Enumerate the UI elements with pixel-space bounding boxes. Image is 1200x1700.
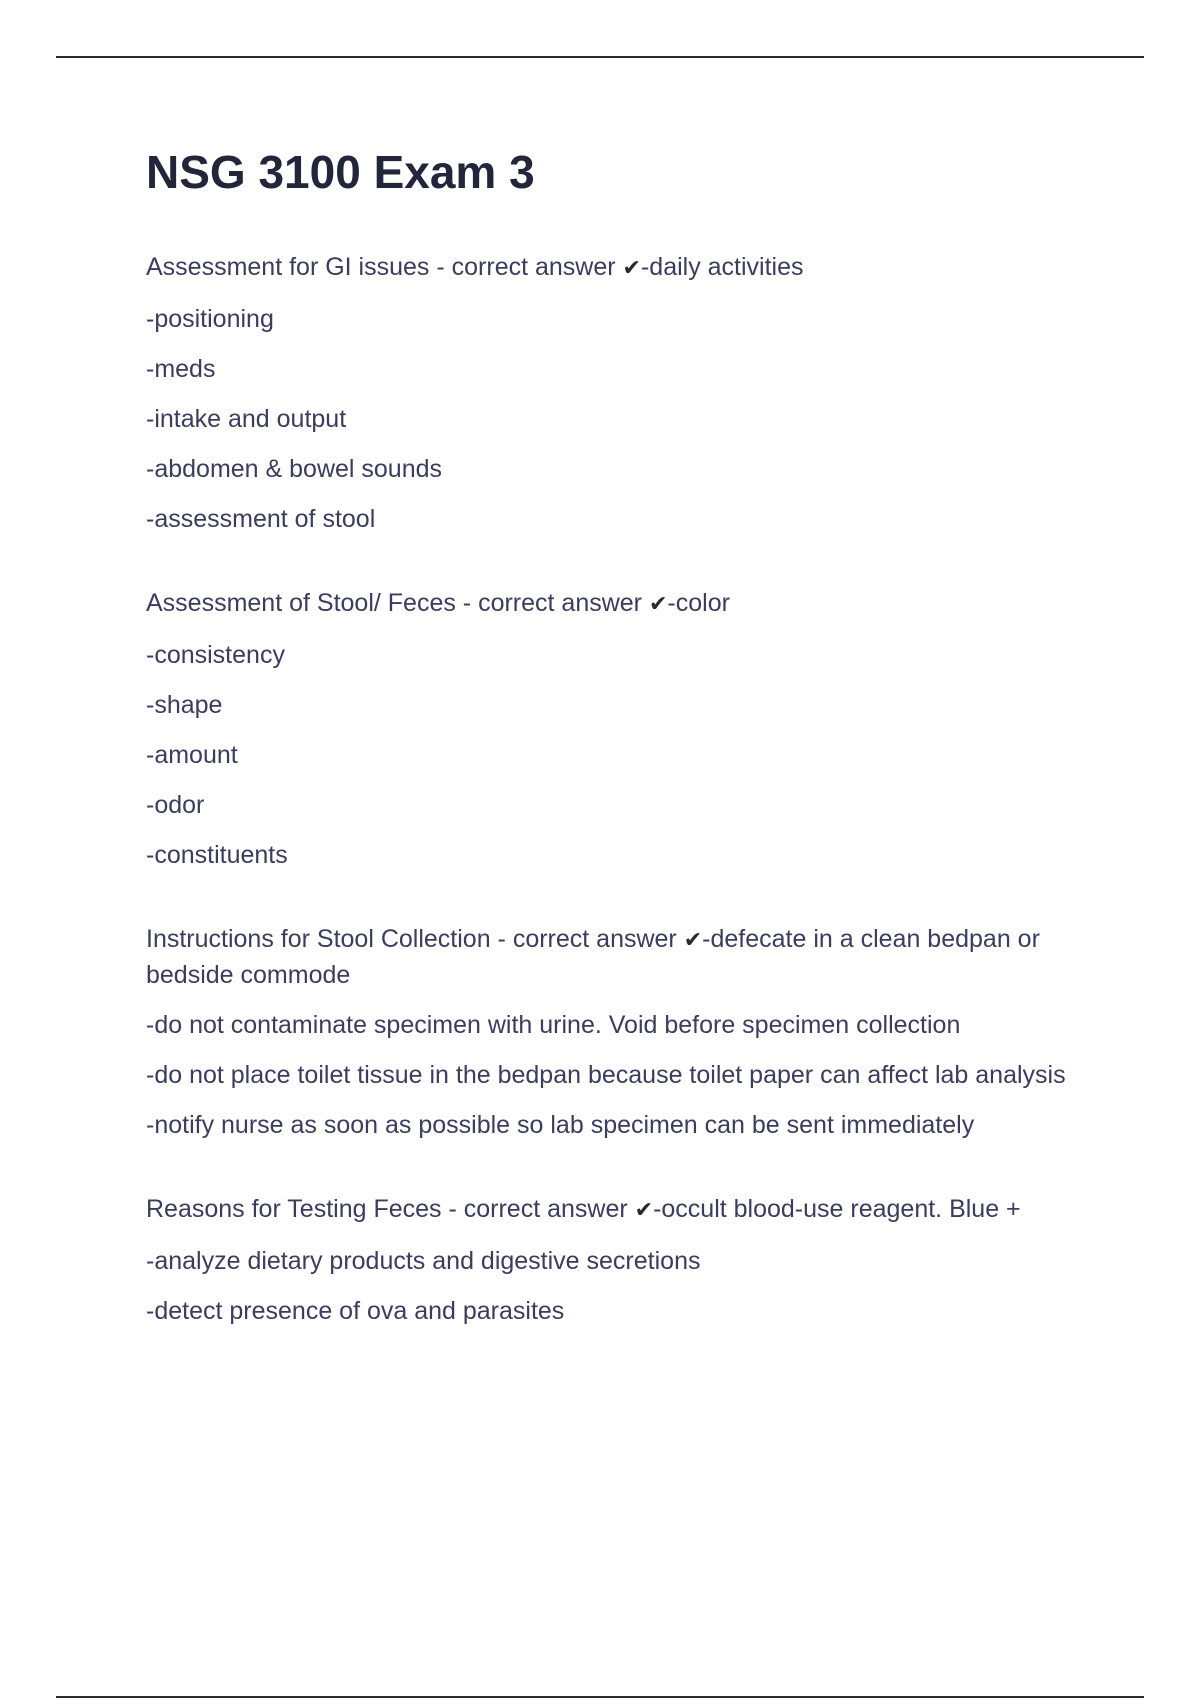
document-body [146, 144, 1076, 1378]
answer-text: -daily activities [640, 253, 804, 281]
qa-question-line [146, 250, 1076, 286]
answer-line: -amount [146, 741, 238, 769]
checkmark-icon: ✔ [634, 1198, 654, 1223]
answer-line: -constituents [146, 841, 288, 869]
checkmark-icon: ✔ [622, 256, 641, 281]
qa-item [146, 250, 1076, 536]
answer-text: -color [667, 589, 730, 617]
answer-line: -assessment of stool [146, 505, 376, 533]
qa-question-line [146, 922, 1076, 992]
checkmark-icon: ✔ [648, 592, 668, 617]
answer-line: -abdomen & bowel sounds [146, 455, 443, 483]
answer-text: -occult blood-use reagent. Blue + [653, 1195, 1021, 1223]
answer-line: -do not place toilet tissue in the bedpan because toilet paper can affect lab analysis [146, 1061, 1066, 1089]
answer-line: -do not contaminate specimen with urine. Void before specimen collection [146, 1011, 961, 1039]
qa-question-line [146, 586, 1076, 622]
question-text: Assessment of Stool/ Feces - correct answer [146, 589, 649, 617]
qa-item [146, 586, 1076, 872]
question-text: Assessment for GI issues - correct answer [146, 253, 623, 281]
answer-line: -consistency [146, 641, 285, 669]
answer-line: -notify nurse as soon as possible so lab specimen can be sent immediately [146, 1111, 975, 1139]
qa-item [146, 922, 1076, 1142]
answer-line: -shape [146, 691, 223, 719]
qa-question-line [146, 1192, 1076, 1228]
answer-line: -meds [146, 355, 216, 383]
answer-line: -detect presence of ova and parasites [146, 1297, 565, 1325]
answer-text: -defecate in a clean bedpan or bedside commode [146, 925, 1040, 989]
answer-line: -odor [146, 791, 205, 819]
qa-item [146, 1192, 1076, 1328]
question-text: Reasons for Testing Feces - correct answer [146, 1195, 635, 1223]
checkmark-icon: ✔ [683, 928, 703, 953]
answer-line: -positioning [146, 305, 274, 333]
top-rule [56, 56, 1144, 58]
answer-line: -intake and output [146, 405, 347, 433]
question-text: Instructions for Stool Collection - correct answer [146, 925, 684, 953]
page-title: NSG 3100 Exam 3 [146, 146, 535, 198]
bottom-rule [56, 1696, 1144, 1698]
answer-line: -analyze dietary products and digestive secretions [146, 1247, 701, 1275]
